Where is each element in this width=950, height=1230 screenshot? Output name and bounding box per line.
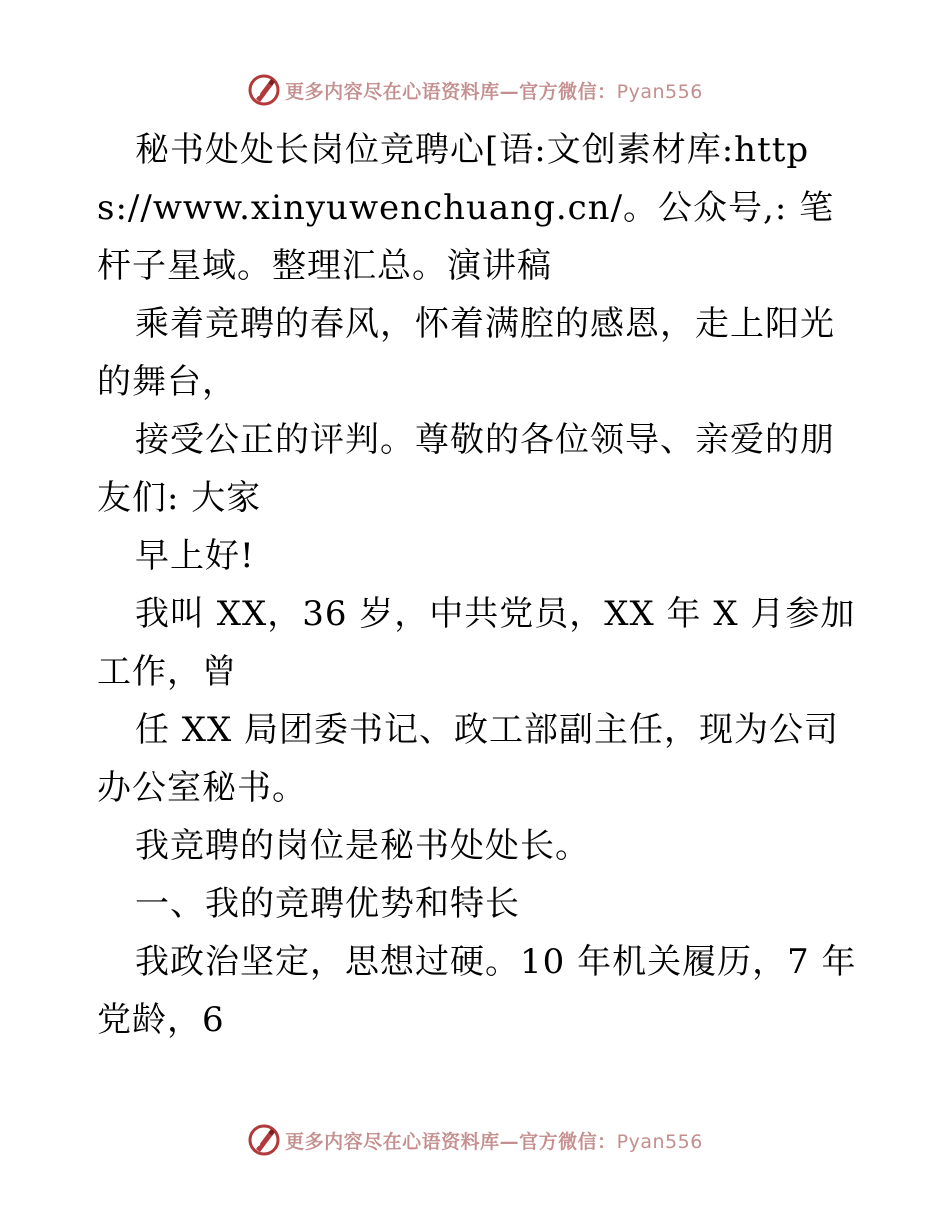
paragraph: 任 XX 局团委书记、政工部副主任，现为公司办公室秘书。 <box>97 710 840 808</box>
banner-text: 更多内容尽在心语资料库—官方微信： <box>285 1130 617 1153</box>
paragraph: 我叫 XX，36 岁，中共党员，XX 年 X 月参加工作，曾 <box>97 594 856 692</box>
banner-text: 更多内容尽在心语资料库—官方微信： <box>285 80 617 103</box>
banner-wechat-id: Pyan556 <box>616 1130 703 1153</box>
paragraph: 我政治坚定，思想过硬。10 年机关履历，7 年党龄，6 <box>97 942 857 1040</box>
paragraph: 乘着竞聘的春风，怀着满腔的感恩，走上阳光的舞台， <box>97 304 835 402</box>
paragraph-title: 秘书处处长岗位竞聘心[语:文创素材库:https://www.xinyuwenchuang.cn/。公众号,: 笔杆子星域。整理汇总。演讲稿 <box>97 130 835 286</box>
header-watermark-banner <box>0 70 950 110</box>
pen-circle-logo-icon <box>247 1123 281 1157</box>
section-heading: 一、我的竞聘优势和特长 <box>135 884 520 924</box>
pen-circle-logo-icon <box>247 73 281 107</box>
paragraph: 早上好! <box>135 536 255 576</box>
banner-wechat-id: Pyan556 <box>616 80 703 103</box>
paragraph: 我竞聘的岗位是秘书处处长。 <box>135 826 590 866</box>
document-body <box>97 121 857 1049</box>
footer-watermark-banner <box>0 1120 950 1160</box>
paragraph: 接受公正的评判。尊敬的各位领导、亲爱的朋友们: 大家 <box>97 420 835 518</box>
